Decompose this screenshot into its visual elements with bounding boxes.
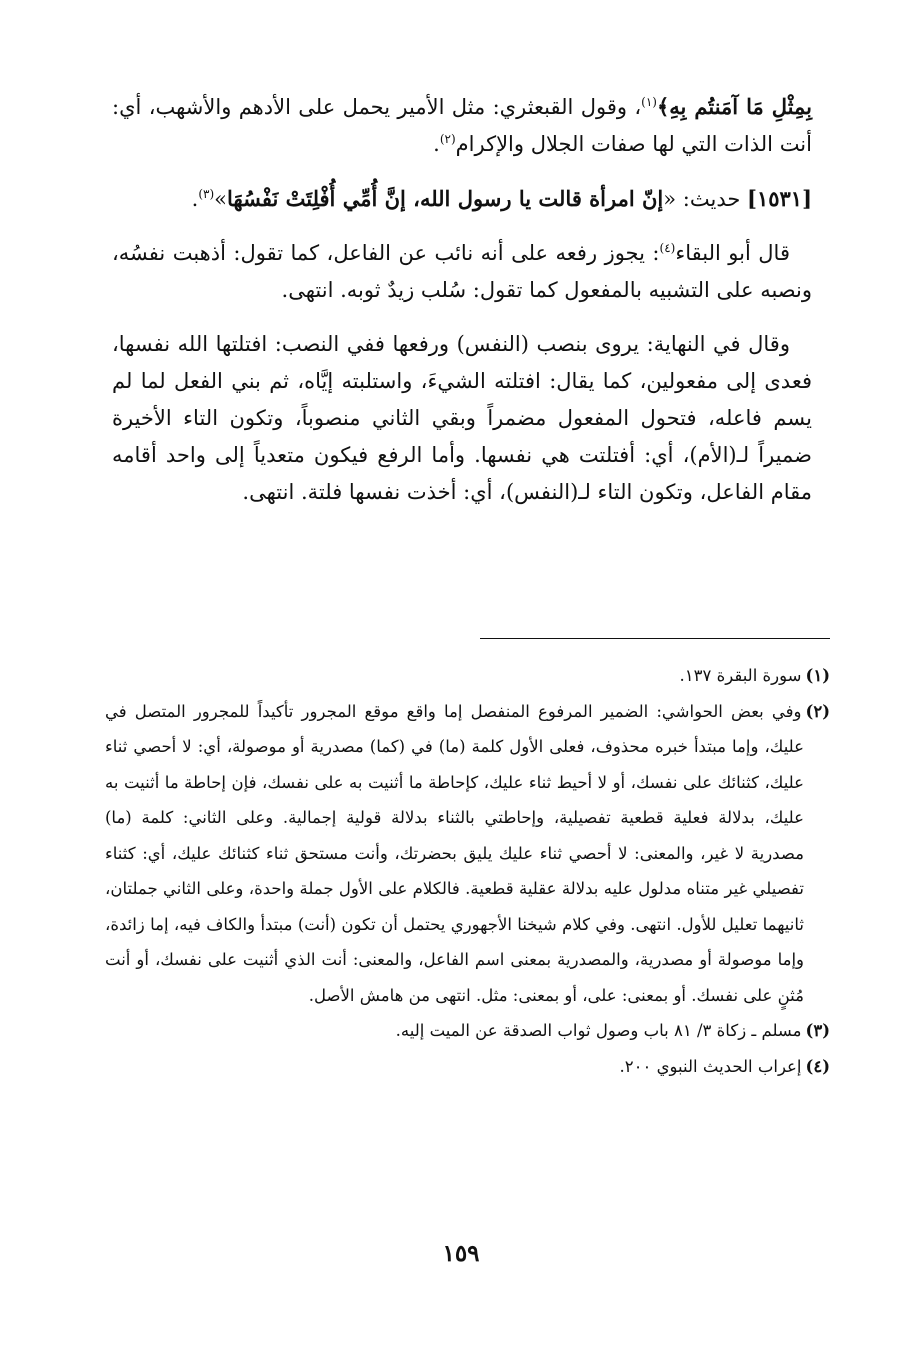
paragraph-1-end: . <box>433 132 440 156</box>
main-text <box>112 88 812 528</box>
paragraph-nihaya: وقال في النهاية: يروى بنصب (النفس) ورفعها ففي النصب: افتلتها الله نفسها، فعدى إلى مفعولين، كما يقال: افتلته الشيءَ، واستلبته إيَّاه، ثم بني الفعل لما لم يسم فاعله، فتحول المفعول مضمراً وبقي الثاني منصوباً، وتكون التاء الأخيرة ضميراً لـ(الأم)، أي: أفتلتت هي نفسها. وأما الرفع فيكون متعدياً إلى واحد أقامه مقام الفاعل، وتكون التاء لـ(النفس)، أي: أخذت نفسها فلتة. انتهى. <box>112 332 812 504</box>
footnote-ref-2: (٢) <box>439 132 456 146</box>
paragraph-1-text: ، وقول القبعثري: مثل الأمير يحمل على الأدهم والأشهب، أي: أنت الذات التي لها صفات الجلال والإكرام <box>112 95 812 156</box>
footnote-4-text: إعراب الحديث النبوي ٢٠٠. <box>619 1056 802 1076</box>
footnote-3-number: (٣) <box>805 1021 830 1040</box>
paragraph-abu-baqa <box>112 235 812 309</box>
footnote-ref-4: (٤) <box>659 241 676 255</box>
hadith-heading <box>112 180 812 218</box>
footnote-divider <box>480 638 830 639</box>
quran-quote: بِمِثْلِ مَا آمَنتُم بِهِ﴾ <box>656 94 812 119</box>
footnote-4-number: (٤) <box>805 1056 830 1076</box>
footnote-1 <box>105 658 830 694</box>
page-number: ١٥٩ <box>442 1240 480 1267</box>
hadith-number: [١٥٣١] <box>747 186 812 211</box>
footnote-1-text: سورة البقرة ١٣٧. <box>679 666 802 685</box>
hadith-close: » <box>214 187 228 211</box>
footnote-ref-1: (١) <box>641 95 657 109</box>
hadith-label: حديث: « <box>663 187 747 211</box>
footnote-2-number: (٢) <box>805 701 830 721</box>
footnote-3 <box>105 1013 830 1049</box>
hadith-end: . <box>191 187 199 211</box>
footnotes <box>105 658 830 1084</box>
paragraph-1 <box>112 88 812 163</box>
footnote-1-number: (١) <box>805 666 830 685</box>
paragraph-3-text-b: : يجوز رفعه على أنه نائب عن الفاعل، كما تقول: أذهبت نفسُه، ونصبه على التشبيه بالمفعول كما تقول: سُلب زيدٌ ثوبه. انتهى. <box>112 241 812 302</box>
footnote-4 <box>105 1049 830 1085</box>
footnote-3-text: مسلم ـ زكاة ٣/ ٨١ باب وصول ثواب الصدقة عن الميت إليه. <box>395 1021 802 1040</box>
hadith-text: إنّ امرأة قالت يا رسول الله، إنَّ أُمِّي أُفْلِتَتْ نَفْسُهَا <box>227 186 664 211</box>
paragraph-3-text-a: قال أبو البقاء <box>675 241 790 265</box>
footnote-2-text: وفي بعض الحواشي: الضمير المرفوع المنفصل إما واقع موقع المجرور تأكيداً للمجرور المتصل في عليك، وإما مبتدأ خبره محذوف، فعلى الأول كلمة (ما) في (كما) مصدرية أو موصولة، أي: لا أحصي ثناء عليك، كثنائك على نفسك، أو لا أحيط ثناء عليك، كإحاطة ما أثنيت به على نفسك، فإن إحاطة ما أثنيت به عليك، بدلالة فعلية قطعية تفصيلية، وإحاطتي بالثناء بدلالة قولية إجمالية. وعلى الثاني: كلمة (ما) مصدرية لا غير، والمعنى: لا أحصي ثناء عليك يليق بحضرتك، وأنت مستحق ثناء كثنائك عليك، أي: كثناء تفصيلي غير متناه مدلول عليه بدلالة عقلية قطعية. فالكلام على الأول جملة واحدة، وعلى الثاني جملتان، ثانيهما تعليل للأول. انتهى. وفي كلام شيخنا الأجهوري يحتمل أن تكون (أنت) مبتدأ والكاف فيه، إما زائدة، وإما موصولة أو مصدرية، والمصدرية بمعنى اسم الفاعل، والمعنى: أنت الذي أثنيت على نفسك، أو أنت مُثنٍ على نفسك. أو بمعنى: على، أو بمعنى: مثل. انتهى من هامش الأصل. <box>105 701 804 1005</box>
footnote-2 <box>105 694 830 1014</box>
footnote-ref-3: (٣) <box>198 187 215 201</box>
